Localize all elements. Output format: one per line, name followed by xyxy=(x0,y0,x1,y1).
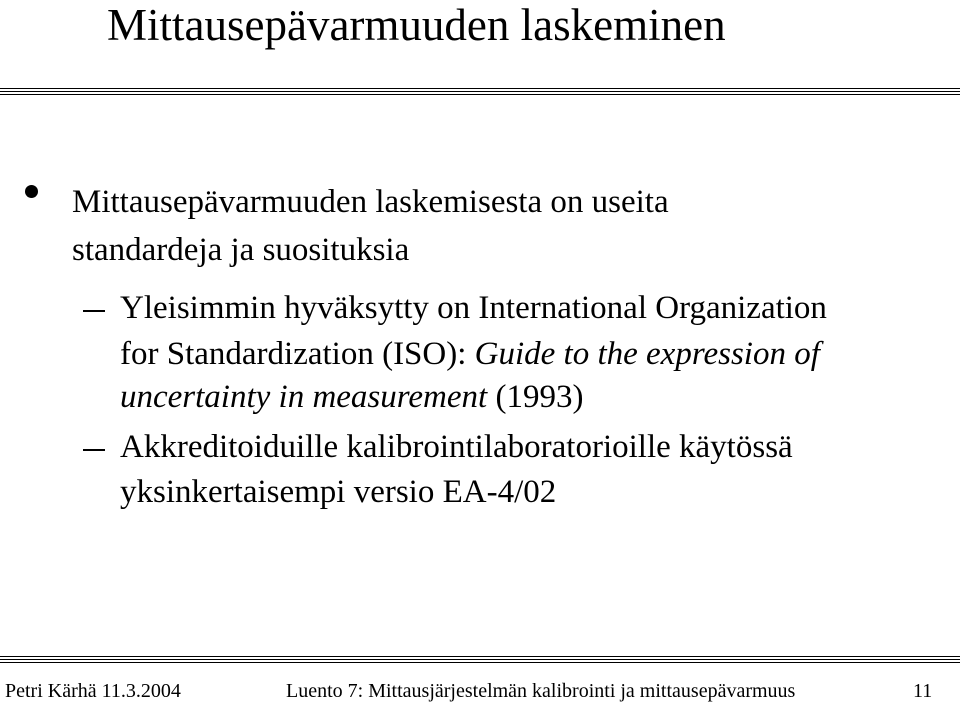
bullet-icon xyxy=(25,185,38,198)
guide-title-italic: uncertainty in measurement xyxy=(120,379,488,415)
subitem-text-line: yksinkertaisempi versio EA-4/02 xyxy=(120,474,557,510)
footer-lecture-title: Luento 7: Mittausjärjestelmän kalibrointi ja mittausepävarmuus xyxy=(286,680,796,702)
guide-title-italic: Guide to the expression of xyxy=(474,336,820,372)
dash-icon xyxy=(83,310,105,312)
title-divider xyxy=(0,88,960,97)
subitem-text-line: Akkreditoiduille kalibrointilaboratorioille käytössä xyxy=(120,429,793,465)
dash-icon xyxy=(83,449,105,451)
subitem-text-plain: (1993) xyxy=(487,379,584,415)
bullet-text-line: Mittausepävarmuuden laskemisesta on useita xyxy=(72,184,669,220)
subitem-text-line xyxy=(120,378,583,416)
subitem-text-plain: for Standardization (ISO): xyxy=(120,336,475,372)
footer-page-number: 11 xyxy=(913,680,933,702)
footer-divider xyxy=(0,656,960,665)
footer-author-date: Petri Kärhä 11.3.2004 xyxy=(5,680,181,702)
subitem-text-line xyxy=(120,335,820,373)
bullet-text-line: standardeja ja suosituksia xyxy=(72,232,410,268)
slide-title: Mittausepävarmuuden laskeminen xyxy=(107,0,726,50)
subitem-text-line: Yleisimmin hyväksytty on International Organization xyxy=(120,290,827,326)
